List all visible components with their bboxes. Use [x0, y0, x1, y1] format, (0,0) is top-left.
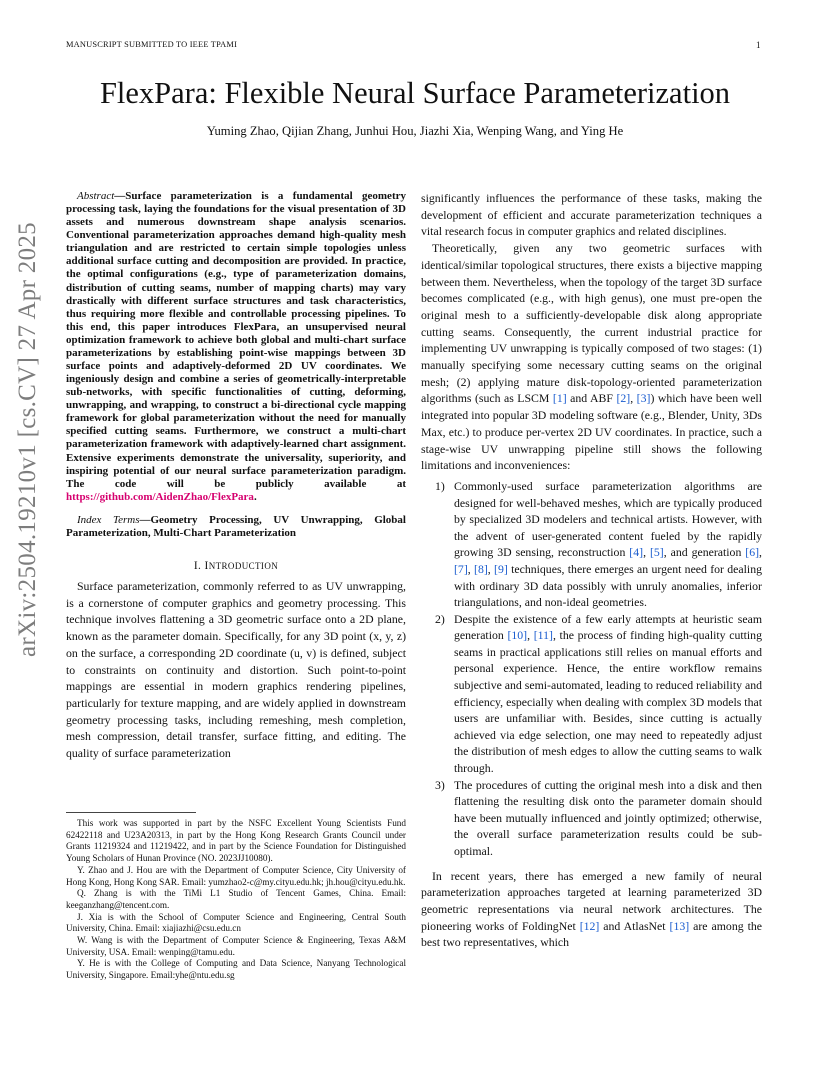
- abstract-text: —Surface parameterization is a fundamental geometry processing task, laying the foundations for the visual presentation of 3D assets and numerous downstream shape analysis scenarios. Conventional parameterization approaches demand high-quality mesh triangulation and are restricted to certain simple topologies unless additional surface cutting and decomposition are provided. In practice, the optimal configurations (e.g., type of parameterization domains, distribution of cutting seams, number of mapping charts) may vary drastically with different surface structures and task characteristics, thus requiring more flexible and controllable processing pipelines. To this end, this paper introduces FlexPara, an unsupervised neural optimization framework to achieve both global and multi-chart surface parameterizations by establishing point-wise mappings between 3D surface points and adaptively-deformed 2D UV coordinates. We ingeniously design and combine a series of geometrically-interpretable sub-networks, with specific functionalities of cutting, deforming, unwrapping, and wrapping, to construct a bi-directional cycle mapping framework for global parameterization without the need for manually specified cutting seams. Furthermore, we construct a multi-chart parameterization framework with adaptively-learned chart assignment. Extensive experiments demonstrate the universality, superiority, and inspiring potential of our neural surface parameterization paradigm. The code will be publicly available at: [66, 190, 406, 490]
- text-run: and ABF: [566, 391, 617, 406]
- abstract-end: .: [253, 490, 257, 503]
- citation-link[interactable]: [6]: [745, 545, 760, 560]
- citation-link[interactable]: [13]: [669, 918, 690, 933]
- footnote-affiliation: J. Xia is with the School of Computer Science and Engineering, Central South University, China. Email: xiajiazhi@csu.edu.cn: [66, 911, 406, 934]
- index-terms-text: —Geometry Processing, UV Unwrapping, Global Parameterization, Multi-Chart Parameterization: [66, 513, 406, 539]
- footnote-affiliation: Y. He is with the College of Computing and Data Science, Nanyang Technological University, Singapore. Email:yhe@ntu.edu.sg: [66, 958, 406, 981]
- list-number: 3): [435, 777, 445, 792]
- text-run: Despite the existence of a few early attempts at heuristic seam generation: [454, 611, 762, 643]
- text-run: ,: [487, 561, 495, 576]
- citation-link[interactable]: [9]: [494, 561, 508, 576]
- paragraph-theoretically: [421, 240, 762, 474]
- citation-link[interactable]: [10]: [507, 628, 528, 643]
- text-run: ,: [630, 391, 637, 406]
- code-link[interactable]: https://github.com/AidenZhao/FlexPara: [66, 490, 254, 503]
- paragraph-continued: significantly influences the performance of these tasks, making the development of efficient and accurate parameterization techniques a vital research focus in computer graphics and related disciplines.: [421, 191, 762, 239]
- text-run: Commonly-used surface parameterization algorithms are designed for well-behaved meshes, which are typically produced by specialized 3D modelers and technical artists. However, with the advent of user-generated content fueled by the rapidly growing 3D sensing, reconstruction: [454, 478, 762, 560]
- citation-link[interactable]: [3]: [636, 391, 651, 406]
- footnote-affiliation: Q. Zhang is with the TiMi L1 Studio of Tencent Games, China. Email: keeganzhang@tencent.com.: [66, 888, 406, 910]
- text-run: In recent years, there has emerged a new family of neural parameterization approaches targeted at learning parameterized 3D geometric representations via neural network architectures. The pioneering works of FoldingNet: [421, 868, 762, 933]
- list-number: 1): [435, 478, 445, 493]
- list-item: [421, 478, 762, 611]
- text-run: techniques, there emerges an urgent need for dealing with ordinary 3D data possibly with unruly anomalies, inferior triangulations, and non-ideal geometries.: [454, 561, 762, 610]
- footnote-divider: [66, 812, 196, 813]
- footnote-affiliation: W. Wang is with the Department of Computer Science & Engineering, Texas A&M University, USA. Email: wenping@tamu.edu.: [66, 935, 406, 957]
- footnotes: [66, 818, 406, 982]
- right-column: [421, 190, 762, 951]
- text-run: ,: [643, 545, 650, 560]
- text-run: , and generation: [663, 545, 746, 560]
- intro-paragraph: Surface parameterization, commonly referred to as UV unwrapping, is a cornerstone of computer graphics and geometry processing. This technique involves flattening a 3D geometric surface onto a 2D plane, known as the parameter domain. Specifically, for any 3D point (x, y, z) on the surface, a corresponding 2D coordinate (u, v) is defined, subject to constraints on continuity and distortion. Such point-to-point mappings are essential in modern graphics rendering pipelines, particularly for texture mapping, and are widely applied in downstream geometry processing tasks, including remeshing, mesh completion, mesh compression, detail transfer, surface fitting, and editing. The quality of surface parameterization: [66, 579, 406, 761]
- citation-link[interactable]: [8]: [474, 561, 488, 576]
- footnote-funding: This work was supported in part by the NSFC Excellent Young Scientists Fund 62422118 and U23A20313, in part by the Hong Kong Research Grants Council under Grants 11219324 and 11219422, and in part by the Science Foundation for Distinguished Young Scholars of Hunan Province (NO. 2023JJ10080).: [66, 818, 406, 864]
- citation-link[interactable]: [12]: [579, 918, 600, 933]
- abstract-label: Abstract: [77, 190, 115, 202]
- section-heading-introduction: [66, 560, 406, 572]
- text-run: ,: [467, 561, 475, 576]
- index-terms: [66, 514, 406, 540]
- citation-link[interactable]: [1]: [552, 391, 567, 406]
- author-list: Yuming Zhao, Qijian Zhang, Junhui Hou, Jiazhi Xia, Wenping Wang, and Ying He: [206, 124, 624, 138]
- text-run: ,: [759, 545, 762, 560]
- list-number: 2): [435, 611, 445, 626]
- citation-link[interactable]: [5]: [649, 545, 664, 560]
- citation-link[interactable]: [2]: [616, 391, 631, 406]
- page-number: 1: [756, 40, 761, 50]
- section-numeral: I. I: [193, 560, 209, 573]
- limitations-list: [421, 478, 762, 860]
- footnote-affiliation: Y. Zhao and J. Hou are with the Department of Computer Science, City University of Hong Kong, Hong Kong SAR. Email: yumzhao2-c@my.cityu.edu.hk; jh.hou@cityu.edu.hk.: [66, 864, 406, 887]
- text-run: , the process of finding high-quality cutting seams in practical applications still relies on manual efforts and personal experience. Hence, the entire workflow remains subjective and semi-automated, leading to reduced reliability and efficiency, especially when dealing with complex 3D models that users are unfamiliar with. Besides, since cutting is actually achieved via edge selection, one may need to repeatedly adjust the distribution of mesh edges to allow the cutting seams to walk through.: [454, 628, 762, 776]
- text-run: and AtlasNet: [599, 918, 670, 933]
- paragraph-recent-years: [421, 868, 762, 952]
- index-terms-label: Index Terms: [77, 513, 140, 526]
- section-title: NTRODUCTION: [208, 561, 279, 572]
- text-run: The procedures of cutting the original mesh into a disk and then flattening the resulting disk onto the parameter domain should have been mutually influenced and jointly optimized; otherwise, the overall surface parameterization results could be sub-optimal.: [454, 777, 762, 859]
- text-run: ,: [527, 628, 534, 643]
- left-column: [66, 190, 406, 762]
- list-item: [421, 777, 762, 860]
- running-header: MANUSCRIPT SUBMITTED TO IEEE TPAMI: [66, 40, 238, 49]
- arxiv-identifier[interactable]: arXiv:2504.19210v1 [cs.CV] 27 Apr 2025: [14, 222, 41, 657]
- list-item: [421, 611, 762, 777]
- citation-link[interactable]: [7]: [454, 561, 468, 576]
- text-run: are among the best two representatives, which: [421, 918, 762, 950]
- paper-title: FlexPara: Flexible Neural Surface Parameterization: [99, 76, 731, 110]
- text-run: Theoretically, given any two geometric surfaces with identical/similar topological structures, there exists a bijective mapping between them. Nevertheless, when the topology of the target 3D surface becomes complicated (e.g., with high genus), one must pre-open the original mesh to a sufficiently-developable disk along appropriate cutting seams. Consequently, the current industrial practice for implementing UV unwrapping is typically composed of two stages: (1) manually specifying some necessary cutting seams on the original mesh; (2) applying mature disk-topology-oriented parameterization algorithms (such as LSCM: [421, 241, 762, 406]
- text-run: ) which have been well integrated into popular 3D modeling software (e.g., Blender, Unity, 3Ds Max, etc.) to produce per-vertex 2D UV coordinates. In practice, such a stage-wise UV unwrapping pipeline still shows the following limitations and inconveniences:: [421, 391, 762, 473]
- citation-link[interactable]: [11]: [533, 628, 553, 643]
- abstract: [66, 190, 406, 504]
- citation-link[interactable]: [4]: [629, 545, 644, 560]
